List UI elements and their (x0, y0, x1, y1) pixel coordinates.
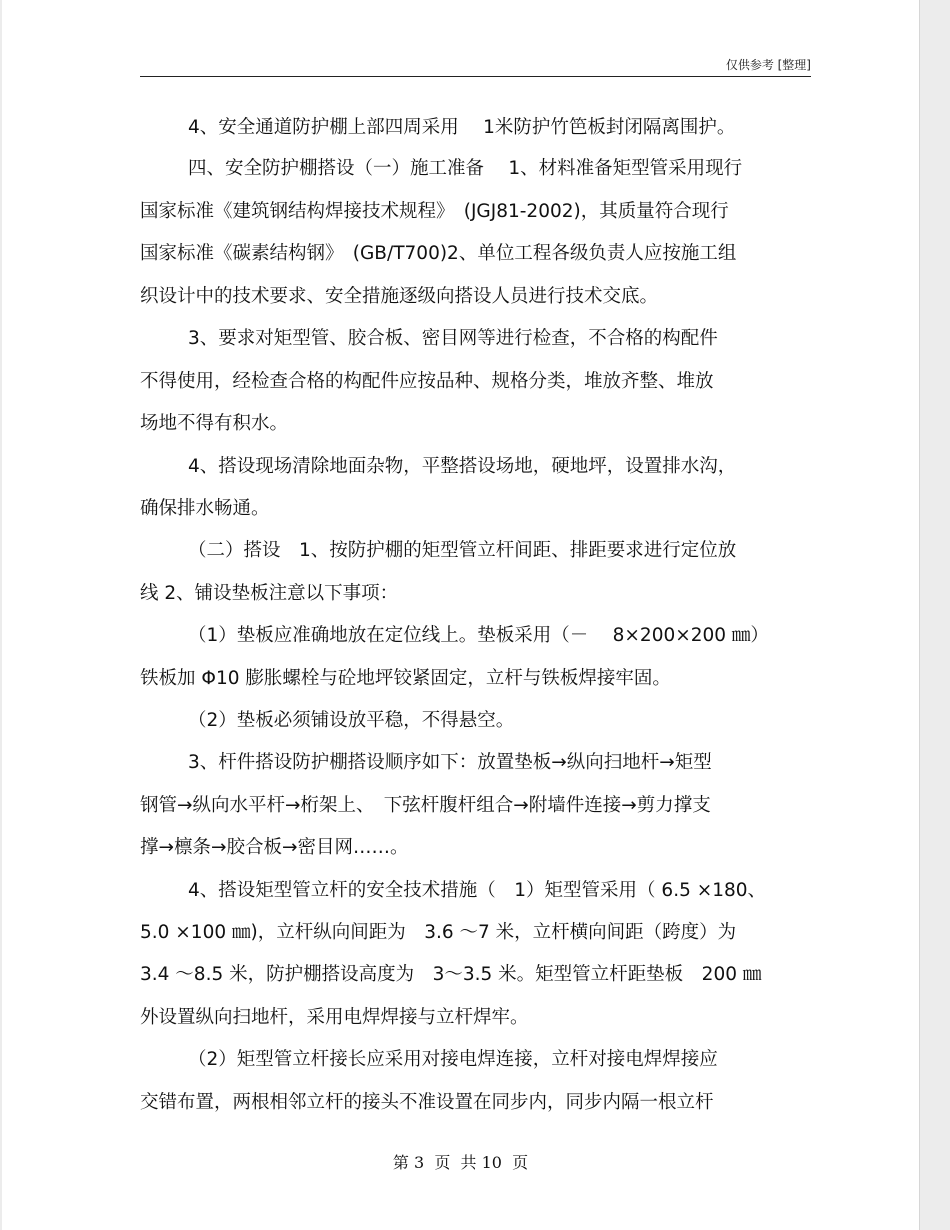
text-line: 4、搭设现场清除地面杂物，平整搭设场地，硬地坪，设置排水沟， (188, 456, 737, 477)
text-line: 4、搭设矩型管立杆的安全技术措施（ 1）矩型管采用（ 6.5 ×180、 (188, 880, 767, 901)
text-line: 3.4 ～8.5 米，防护棚搭设高度为 3～3.5 米。矩型管立杆距垫板 200 ㎜ (140, 964, 762, 985)
text-line: （1）垫板应准确地放在定位线上。垫板采用（－ 8×200×200 ㎜） (188, 625, 769, 646)
text-line: 线 2、铺设垫板注意以下事项： (140, 583, 399, 604)
text-line: 国家标准《建筑钢结构焊接技术规程》 (JGJ81-2002)，其质量符合现行 (140, 201, 729, 222)
document-page (2, 0, 920, 1230)
text-line: 外设置纵向扫地杆，采用电焊焊接与立杆焊牢。 (140, 1007, 529, 1028)
text-line: 铁板加 Φ10 膨胀螺栓与砼地坪铰紧固定，立杆与铁板焊接牢固。 (140, 668, 671, 689)
page-header: 仅供参考 [整理] (725, 58, 811, 72)
text-line: 5.0 ×100 ㎜)，立杆纵向间距为 3.6 ～7 米，立杆横向间距（跨度）为 (140, 922, 737, 943)
text-line: 场地不得有积水。 (140, 413, 289, 434)
text-line: 4、安全通道防护棚上部四周采用 1米防护竹笆板封闭隔离围护。 (188, 117, 736, 138)
text-line: 四、安全防护棚搭设（一）施工准备 1、材料准备矩型管采用现行 (188, 158, 743, 179)
text-line: 交错布置，两根相邻立杆的接头不准设置在同步内，同步内隔一根立杆 (140, 1092, 714, 1113)
text-line: 织设计中的技术要求、安全措施逐级向搭设人员进行技术交底。 (140, 286, 659, 307)
text-line: （二）搭设 1、按防护棚的矩型管立杆间距、排距要求进行定位放 (188, 540, 737, 561)
text-line: 国家标准《碳素结构钢》 (GB/T700)2、单位工程各级负责人应按施工组 (140, 243, 737, 264)
text-line: （2）矩型管立杆接长应采用对接电焊连接，立杆对接电焊焊接应 (188, 1049, 718, 1070)
text-line: 确保排水畅通。 (140, 498, 270, 519)
page-footer: 第 3 页 共 10 页 (392, 1153, 529, 1172)
text-line: 不得使用，经检查合格的构配件应按品种、规格分类，堆放齐整、堆放 (140, 371, 714, 392)
header-rule (140, 76, 811, 77)
text-line: 3、杆件搭设防护棚搭设顺序如下：放置垫板→纵向扫地杆→矩型 (188, 752, 712, 773)
text-line: 钢管→纵向水平杆→桁架上、 下弦杆腹杆组合→附墙件连接→剪力撑支 (140, 795, 711, 816)
text-line: （2）垫板必须铺设放平稳，不得悬空。 (188, 710, 515, 731)
text-line: 3、要求对矩型管、胶合板、密目网等进行检查，不合格的构配件 (188, 328, 718, 349)
text-line: 撑→檩条→胶合板→密目网……。 (140, 837, 409, 858)
